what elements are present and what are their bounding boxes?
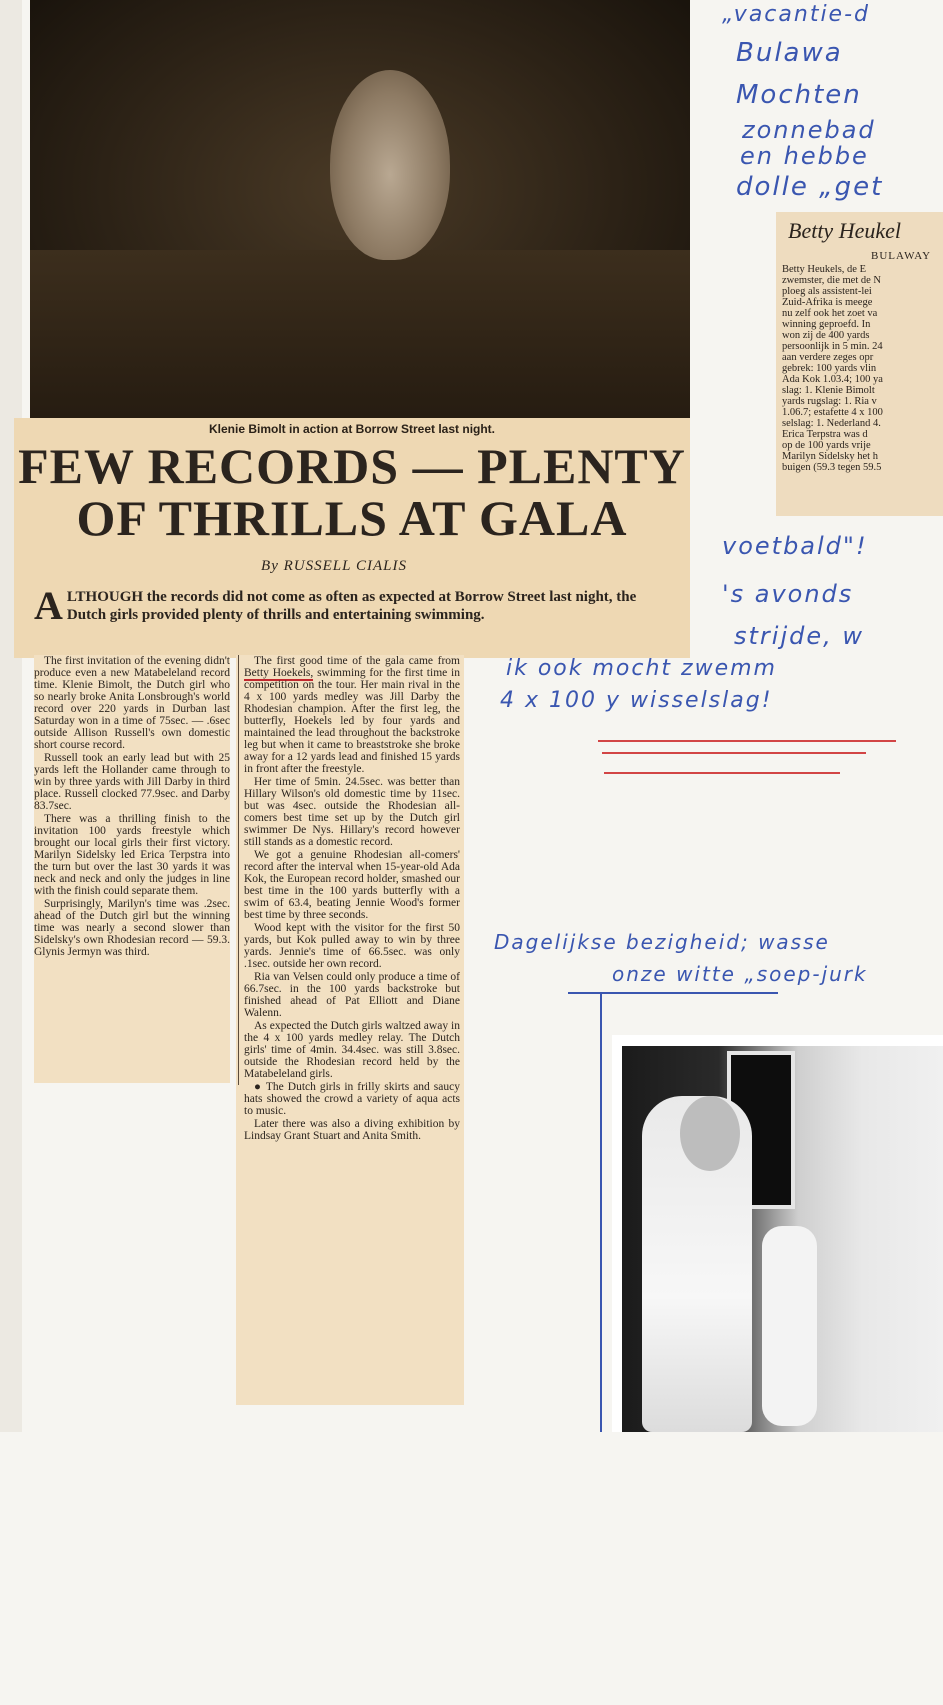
column1-paragraph: Surprisingly, Marilyn's time was .2sec. ahead of the Dutch girl but the winning time was nearly a second slower than Sidelsky's own Rhodesian record — 59.3. Glynis Jermyn was third. <box>34 898 230 958</box>
underlined-name: Betty Hoekels, <box>244 667 314 679</box>
photo-cloth <box>762 1226 817 1426</box>
dutch-line: Ada Kok 1.03.4; 100 ya <box>782 374 883 385</box>
swimmer-photo <box>30 0 690 418</box>
photo-face <box>680 1096 740 1171</box>
column2-paragraph: Ria van Velsen could only produce a time of 66.7sec. in the 100 yards backstroke but finished ahead of Pat Elliott and Diane Walenn. <box>244 971 460 1019</box>
headline <box>14 440 690 544</box>
handwriting-line: zonnebad <box>742 116 876 144</box>
column2-paragraph: As expected the Dutch girls waltzed away in the 4 x 100 yards medley relay. The Dutch girls' time of 4min. 34.4sec. was still 3.8sec. outside the Rhodesian record held by the Matabeleland girls. <box>244 1020 460 1080</box>
article-column-1 <box>34 655 230 1083</box>
dutch-clipping-dateline: BULAWAY <box>871 250 932 262</box>
photo-caption: Klenie Bimolt in action at Borrow Street last night. <box>208 422 496 436</box>
dutch-line: 1.06.7; estafette 4 x 100 <box>782 407 883 418</box>
swimmer-head <box>330 70 450 260</box>
dutch-clipping <box>776 212 943 516</box>
drop-cap: A <box>34 583 63 628</box>
byline: By RUSSELL CIALIS <box>261 558 407 574</box>
dutch-line: winning geproefd. In <box>782 319 871 330</box>
album-page-edge <box>0 0 22 1432</box>
decorative-red-line <box>602 752 866 754</box>
dutch-line: gebrek: 100 yards vlin <box>782 363 877 374</box>
handwriting-line: „vacantie-d <box>722 2 870 27</box>
column2-intro-text: The first good time of the gala came from <box>254 655 460 667</box>
dutch-line: zwemster, die met de N <box>782 275 882 286</box>
column1-paragraph: There was a thrilling finish to the invitation 100 yards freestyle which brought our local girls their first victory. Marilyn Sidelsky led Erica Terpstra into the turn but over the last 30 yards it was neck and neck and only the judges in line with the finish could separate them. <box>34 813 230 897</box>
column2-paragraph: Her time of 5min. 24.5sec. was better than Hillary Wilson's old domestic time by 11sec. but was 4sec. outside the Rhodesian all-comers best time set up by the Dutch girl swimmer De Nys. Hillary's record however still stands as a domestic record. <box>244 776 460 848</box>
dutch-line: op de 100 yards vrije <box>782 440 871 451</box>
photo-person <box>642 1096 752 1432</box>
dutch-line: selslag: 1. Nederland 4. <box>782 418 881 429</box>
dutch-line: yards rugslag: 1. Ria v <box>782 396 877 407</box>
water-surface <box>30 250 690 418</box>
dutch-line: slag: 1. Klenie Bimolt <box>782 385 875 396</box>
dutch-line: ploeg als assistent-lei <box>782 286 872 297</box>
laundry-photo <box>622 1046 943 1432</box>
lead-text: LTHOUGH the records did not come as often as expected at Borrow Street last night, the Dutch girls provided plenty of thrills and entertaining swimming. <box>66 589 637 623</box>
headline-line-1: FEW RECORDS — PLENTY <box>18 438 686 494</box>
column2-paragraph: Wood kept with the visitor for the first 50 yards, but Kok pulled away to win by three yards. Jennie's time of 66.5sec. was only .1sec. outside her own record. <box>244 922 460 970</box>
dutch-line: nu zelf ook het zoet va <box>782 308 878 319</box>
column2-paragraph <box>244 655 460 775</box>
article-column-2 <box>236 655 460 1705</box>
column2-paragraph: ● The Dutch girls in frilly skirts and saucy hats showed the crowd a variety of aqua acts to music. <box>244 1081 460 1117</box>
dutch-line: Betty Heukels, de E <box>782 264 866 275</box>
decorative-blue-line <box>600 992 602 1432</box>
dutch-line: Zuid-Afrika is meege <box>782 297 873 308</box>
column1-paragraph: The first invitation of the evening didn't produce even a new Matabeleland record time. Klenie Bimolt, the Dutch girl who so nearly broke Anita Lonsbrough's world record over 220 yards in Durban last Saturday won in a time of 75sec. — .6sec outside Allison Russell's own domestic short course record. <box>34 655 230 751</box>
dutch-line: buigen (59.3 tegen 59.5 <box>782 462 882 473</box>
decorative-red-line <box>604 772 840 774</box>
handwriting-line: Bulawa <box>736 38 843 68</box>
dutch-line: won zij de 400 yards <box>782 330 870 341</box>
handwriting-line: 4 x 100 y wisselslag! <box>500 688 773 713</box>
handwriting-line: Mochten <box>736 80 862 110</box>
handwriting-line: ik ook mocht zwemm <box>506 656 777 681</box>
dutch-clipping-body <box>782 264 943 473</box>
handwriting-line: strijde, w <box>734 622 865 650</box>
column2-paragraph: We got a genuine Rhodesian all-comers' record after the interval when 15-year-old Ada Kok, the European record holder, smashed our best time in the 100 yards butterfly with a swim of 63.4, beating Jennie Wood's former best time by three seconds. <box>244 849 460 921</box>
handwriting-line: Dagelijkse bezigheid; wasse <box>494 930 830 954</box>
handwriting-line: onze witte „soep-jurk <box>612 962 868 986</box>
dutch-clipping-title: Betty Heukel <box>788 218 901 243</box>
dutch-line: Erica Terpstra was d <box>782 429 868 440</box>
headline-line-2: OF THRILLS AT GALA <box>76 490 628 546</box>
column2-intro-rest: swimming for the first time in competition on the tour. Her main rival in the 4 x 100 yards medley was Jill Darby the Rhodesian champion. After the first leg, the butterfly, Hoekels led by four yards and maintained the lead throughout the backstroke leg but when it came to breaststroke she broke away for a 12 yards lead and finished 15 yards in front after the freestyle. <box>244 667 460 775</box>
handwriting-line: en hebbe <box>740 142 869 170</box>
dutch-line: persoonlijk in 5 min. 24 <box>782 341 883 352</box>
dutch-line: aan verdere zeges opr <box>782 352 874 363</box>
column1-paragraph: Russell took an early lead but with 25 yards left the Hollander came through to win by three yards with Jill Darby in third place. Russell clocked 77.9sec. and Darby 83.7sec. <box>34 752 230 812</box>
dutch-line: Marilyn Sidelsky het h <box>782 451 878 462</box>
column2-paragraph: Later there was also a diving exhibition by Lindsay Grant Stuart and Anita Smith. <box>244 1118 460 1142</box>
lead-paragraph <box>34 583 674 628</box>
handwriting-line: voetbald"! <box>722 532 868 560</box>
handwriting-line: 's avonds <box>722 580 854 608</box>
decorative-red-line <box>598 740 896 742</box>
handwriting-line: dolle „get <box>736 172 884 202</box>
